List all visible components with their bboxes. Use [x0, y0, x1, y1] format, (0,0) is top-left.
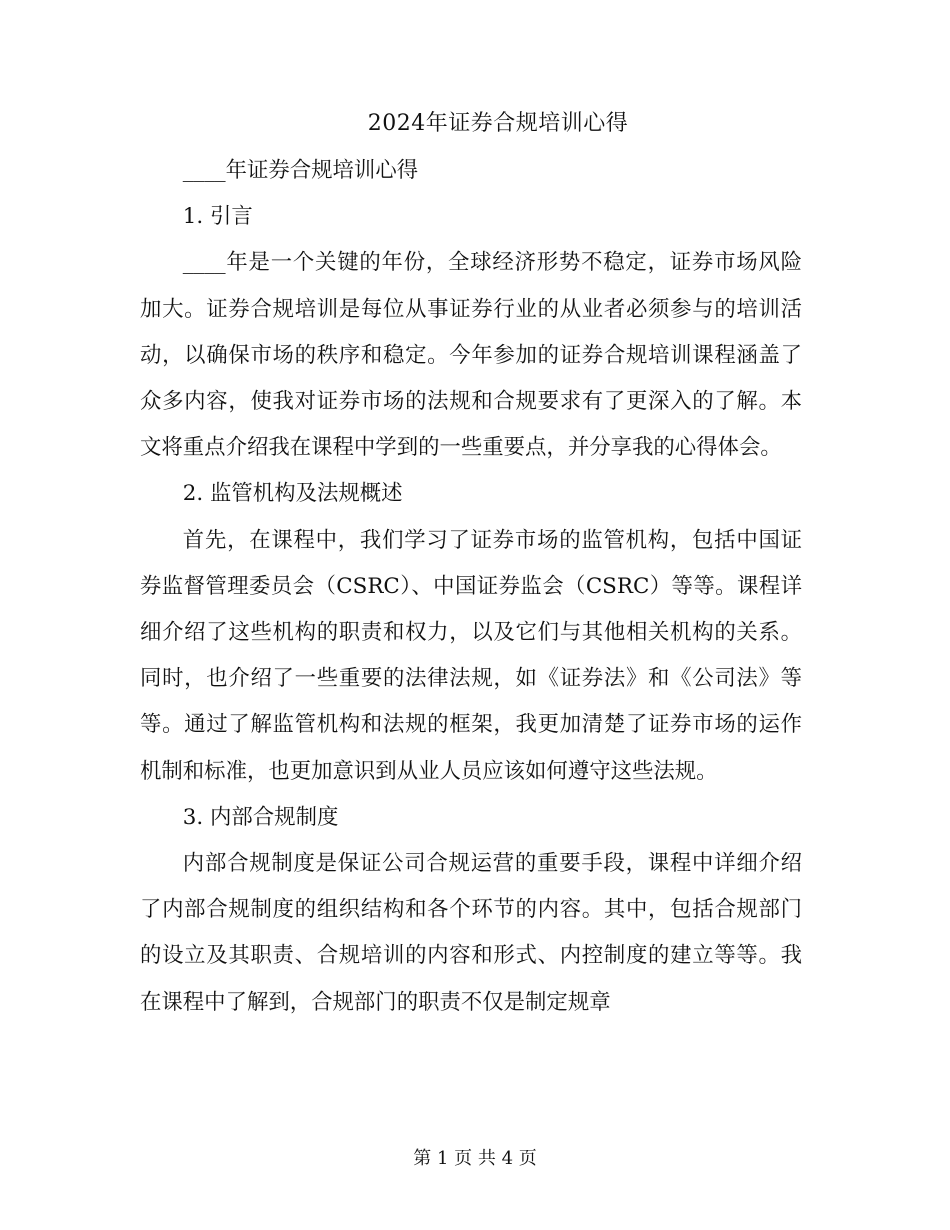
page-footer: 第 1 页 共 4 页 [413, 1148, 537, 1169]
section-heading-regulators: 2. 监管机构及法规概述 [182, 481, 403, 507]
body-paragraph: 首先，在课程中，我们学习了证券市场的监管机构，包括中国证券监督管理委员会（CSRC）、中国证券监会（CSRC）等等。课程详细介绍了这些机构的职责和权力，以及它们与其他相关机构的关系。同时，也介绍了一些重要的法律法规，如《证券法》和《公司法》等等。通过了解监管机构和法规的框架，我更加清楚了证券市场的运作机制和标准，也更加意识到从业人员应该如何遵守这些法规。 [140, 527, 802, 784]
subtitle-paragraph: ____年证券合规培训心得 [182, 158, 419, 183]
document-body [140, 148, 802, 1026]
section-heading-internal-compliance: 3. 内部合规制度 [182, 804, 339, 830]
document-title: 2024年证券合规培训心得 [367, 111, 629, 136]
body-paragraph: ____年是一个关键的年份，全球经济形势不稳定，证券市场风险加大。证券合规培训是每位从事证券行业的从业者必须参与的培训活动，以确保市场的秩序和稳定。今年参加的证券合规培训课程涵盖了众多内容，使我对证券市场的法规和合规要求有了更深入的了解。本文将重点介绍我在课程中学到的一些重要点，并分享我的心得体会。 [140, 250, 802, 461]
section-heading-introduction: 1. 引言 [182, 204, 253, 230]
body-paragraph: 内部合规制度是保证公司合规运营的重要手段，课程中详细介绍了内部合规制度的组织结构和各个环节的内容。其中，包括合规部门的设立及其职责、合规培训的内容和形式、内控制度的建立等等。我在课程中了解到，合规部门的职责不仅是制定规章 [140, 851, 802, 1015]
